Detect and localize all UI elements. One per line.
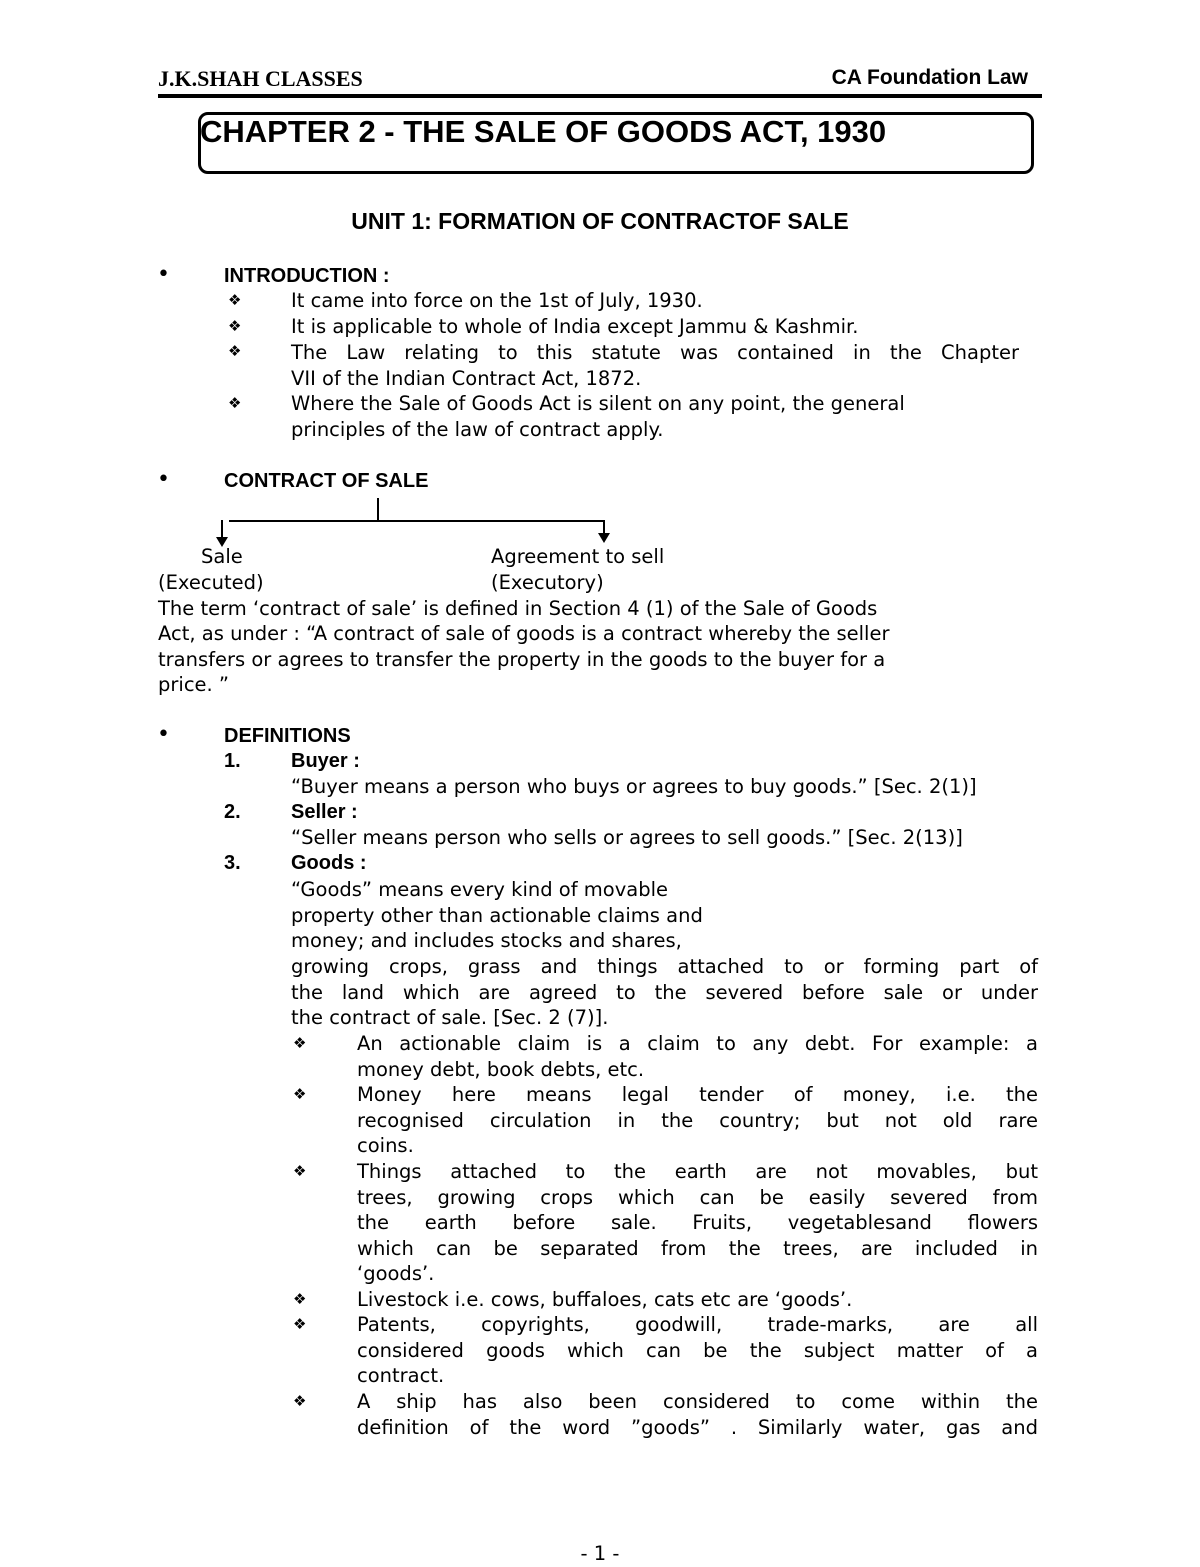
goods-definition-line: growing crops, grass and things attached to or forming part of — [291, 955, 1038, 978]
intro-item-cont: principles of the law of contract apply. — [291, 418, 664, 441]
goods-point-line: the earth before sale. Fruits, vegetablesand flowers — [357, 1211, 1038, 1234]
intro-item-cont: VII of the Indian Contract Act, 1872. — [291, 367, 642, 390]
seller-term: Seller : — [291, 801, 358, 823]
bullet-icon: • — [157, 262, 170, 287]
buyer-definition: “Buyer means a person who buys or agrees to buy goods.” [Sec. 2(1)] — [291, 775, 977, 798]
goods-point-line: Things attached to the earth are not movables, but — [357, 1160, 1038, 1183]
seller-definition: “Seller means person who sells or agrees to sell goods.” [Sec. 2(13)] — [291, 826, 963, 849]
introduction-heading: INTRODUCTION : — [224, 265, 390, 287]
arrow-down-icon — [598, 533, 610, 543]
bullet-icon: • — [157, 467, 170, 492]
goods-definition-line: the land which are agreed to the severed before sale or under — [291, 981, 1038, 1004]
header-left-text: J.K.SHAH CLASSES — [158, 66, 363, 91]
diamond-bullet-icon: ❖ — [228, 342, 242, 360]
goods-point-line: recognised circulation in the country; but not old rare — [357, 1109, 1038, 1132]
diamond-bullet-icon: ❖ — [293, 1085, 307, 1103]
sale-label: Sale — [201, 545, 243, 568]
goods-point-line: Patents, copyrights, goodwill, trade-marks, are all — [357, 1313, 1038, 1336]
diamond-bullet-icon: ❖ — [293, 1034, 307, 1052]
agreement-sub-label: (Executory) — [491, 571, 604, 594]
bullet-icon: • — [157, 722, 170, 747]
buyer-term: Buyer : — [291, 750, 360, 772]
contract-definition-line: The term ‘contract of sale’ is defined in Section 4 (1) of the Sale of Goods — [158, 597, 878, 620]
intro-item: The Law relating to this statute was contained in the Chapter — [291, 341, 1019, 364]
definition-number: 3. — [224, 852, 241, 874]
agreement-to-sell-label: Agreement to sell — [491, 545, 665, 568]
diamond-bullet-icon: ❖ — [293, 1392, 307, 1410]
goods-point-line: trees, growing crops which can be easily severed from — [357, 1186, 1038, 1209]
goods-term: Goods : — [291, 852, 367, 874]
diamond-bullet-icon: ❖ — [293, 1315, 307, 1333]
goods-point-line: considered goods which can be the subject matter of a — [357, 1339, 1038, 1362]
goods-point-line: which can be separated from the trees, are included in — [357, 1237, 1038, 1260]
goods-point-line: A ship has also been considered to come within the — [357, 1390, 1038, 1413]
unit-title: UNIT 1: FORMATION OF CONTRACTOF SALE — [351, 208, 849, 234]
goods-point-line: definition of the word ”goods” . Similarly water, gas and — [357, 1416, 1038, 1439]
definition-number: 2. — [224, 801, 241, 823]
goods-definition-line: “Goods” means every kind of movable — [291, 878, 669, 901]
definition-number: 1. — [224, 750, 241, 772]
goods-definition-line: the contract of sale. [Sec. 2 (7)]. — [291, 1006, 609, 1029]
diagram-stem — [377, 498, 379, 521]
header-rule — [158, 94, 1042, 98]
diagram-horizontal-line — [229, 520, 605, 522]
goods-point-line: money debt, book debts, etc. — [357, 1058, 645, 1081]
goods-point-line: Money here means legal tender of money, i.e. the — [357, 1083, 1038, 1106]
contract-of-sale-heading: CONTRACT OF SALE — [224, 470, 429, 492]
page-number: - 1 - — [580, 1542, 620, 1565]
diamond-bullet-icon: ❖ — [228, 394, 242, 412]
intro-item: Where the Sale of Goods Act is silent on any point, the general — [291, 392, 905, 415]
goods-definition-line: money; and includes stocks and shares, — [291, 929, 682, 952]
intro-item: It is applicable to whole of India except Jammu & Kashmir. — [291, 315, 859, 338]
goods-point-line: ‘goods’. — [357, 1262, 435, 1285]
contract-definition-line: price. ” — [158, 673, 230, 696]
chapter-title: CHAPTER 2 - THE SALE OF GOODS ACT, 1930 — [200, 114, 887, 149]
goods-definition-line: property other than actionable claims and — [291, 904, 703, 927]
sale-sub-label: (Executed) — [158, 571, 264, 594]
goods-point-line: Livestock i.e. cows, buffaloes, cats etc are ‘goods’. — [357, 1288, 853, 1311]
diamond-bullet-icon: ❖ — [228, 317, 242, 335]
contract-definition-line: Act, as under : “A contract of sale of goods is a contract whereby the seller — [158, 622, 890, 645]
diamond-bullet-icon: ❖ — [293, 1290, 307, 1308]
diamond-bullet-icon: ❖ — [228, 291, 242, 309]
diamond-bullet-icon: ❖ — [293, 1162, 307, 1180]
contract-definition-line: transfers or agrees to transfer the property in the goods to the buyer for a — [158, 648, 886, 671]
definitions-heading: DEFINITIONS — [224, 725, 351, 747]
intro-item: It came into force on the 1st of July, 1930. — [291, 289, 703, 312]
goods-point-line: contract. — [357, 1364, 445, 1387]
goods-point-line: An actionable claim is a claim to any debt. For example: a — [357, 1032, 1038, 1055]
goods-point-line: coins. — [357, 1134, 414, 1157]
header-right-text: CA Foundation Law — [831, 66, 1028, 89]
